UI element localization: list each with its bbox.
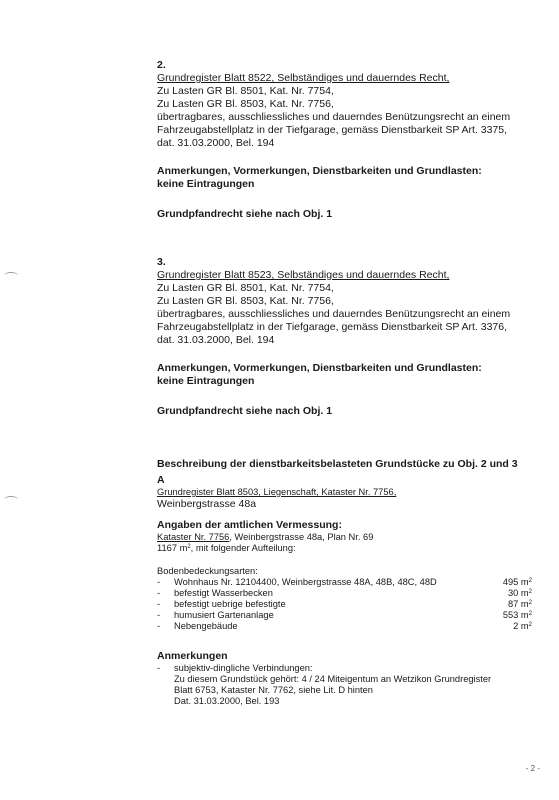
register-reference: Grundregister Blatt 8522, Selbständiges und dauerndes Recht,	[157, 72, 450, 84]
punch-hole-mark	[4, 496, 18, 503]
object-3-remarks	[157, 362, 547, 388]
parcel-address: Weinbergstrasse 48a	[157, 498, 257, 510]
register-reference: Grundregister Blatt 8523, Selbständiges und dauerndes Recht,	[157, 269, 450, 281]
parcel-letter: A	[157, 474, 165, 486]
list-item: - humusiert Gartenanlage 553 $m^2$	[157, 610, 532, 620]
object-number: 3.	[157, 256, 166, 268]
pfand-note: Grundpfandrecht siehe nach Obj. 1	[157, 405, 333, 417]
remarks-value: keine Eintragungen	[157, 375, 255, 387]
text-line: Dat. 31.03.2000, Bel. 193	[174, 696, 280, 706]
object-number: 2.	[157, 59, 166, 71]
kataster-line: Kataster Nr. 7756, Weinbergstrasse 48a, Plan Nr. 69	[157, 532, 374, 542]
object-3-pfand	[157, 405, 547, 418]
remarks-heading: Anmerkungen, Vormerkungen, Dienstbarkeiten und Grundlasten:	[157, 165, 482, 177]
punch-hole-mark	[4, 272, 18, 279]
text-line: übertragbares, ausschliessliches und dauerndes Benützungsrecht an einem	[157, 111, 511, 123]
beschreibung-heading: Beschreibung der dienstbarkeitsbelasteten Grundstücke zu Obj. 2 und 3	[157, 458, 518, 470]
page-number: - 2 -	[525, 764, 540, 773]
beschreibung-section	[157, 458, 552, 511]
text-line: Zu Lasten GR Bl. 8503, Kat. Nr. 7756,	[157, 98, 334, 110]
text-line: Fahrzeugabstellplatz in der Tiefgarage, gemäss Dienstbarkeit SP Art. 3375,	[157, 124, 508, 136]
boden-heading: Bodenbedeckungsarten:	[157, 566, 258, 576]
register-reference: Grundregister Blatt 8503, Liegenschaft, Kataster Nr. 7756,	[157, 487, 397, 497]
text-line: Zu Lasten GR Bl. 8501, Kat. Nr. 7754,	[157, 282, 334, 294]
text-line: Zu diesem Grundstück gehört: 4 / 24 Miteigentum an Wetzikon Grundregister	[174, 674, 492, 684]
text-line: übertragbares, ausschliessliches und dauerndes Benützungsrecht an einem	[157, 308, 511, 320]
remarks-value: keine Eintragungen	[157, 178, 255, 190]
list-item: - Nebengebäude 2 $m^2$	[157, 621, 532, 631]
list-item: - subjektiv-dingliche Verbindungen:	[157, 663, 313, 673]
text-line: Fahrzeugabstellplatz in der Tiefgarage, gemäss Dienstbarkeit SP Art. 3376,	[157, 321, 508, 333]
text-line: dat. 31.03.2000, Bel. 194	[157, 334, 275, 346]
list-item: - befestigt uebrige befestigte 87 $m^2$	[157, 599, 532, 609]
area-total-line: 1167 $m^2$, mit folgender Aufteilung:	[157, 543, 296, 553]
text-line: Zu Lasten GR Bl. 8501, Kat. Nr. 7754,	[157, 85, 334, 97]
list-item: - befestigt Wasserbecken 30 $m^2$	[157, 588, 532, 598]
pfand-note: Grundpfandrecht siehe nach Obj. 1	[157, 208, 333, 220]
bodenbedeckung-section	[157, 566, 547, 632]
text-line: Zu Lasten GR Bl. 8503, Kat. Nr. 7756,	[157, 295, 334, 307]
text-line: dat. 31.03.2000, Bel. 194	[157, 137, 275, 149]
object-2-remarks	[157, 165, 547, 191]
anmerkungen-heading: Anmerkungen	[157, 650, 228, 662]
anmerkungen-section	[157, 650, 547, 707]
text-line: Blatt 6753, Kataster Nr. 7762, siehe Lit. D hinten	[174, 685, 373, 695]
vermessung-heading: Angaben der amtlichen Vermessung:	[157, 519, 342, 531]
object-2-pfand	[157, 208, 547, 221]
remarks-heading: Anmerkungen, Vormerkungen, Dienstbarkeiten und Grundlasten:	[157, 362, 482, 374]
vermessung-section	[157, 519, 547, 554]
list-item: - Wohnhaus Nr. 12104400, Weinbergstrasse 48A, 48B, 48C, 48D 495 $m^2$	[157, 577, 532, 587]
object-3-section	[157, 256, 547, 347]
kataster-link: Kataster Nr. 7756	[157, 532, 230, 542]
object-2-section	[157, 59, 547, 150]
